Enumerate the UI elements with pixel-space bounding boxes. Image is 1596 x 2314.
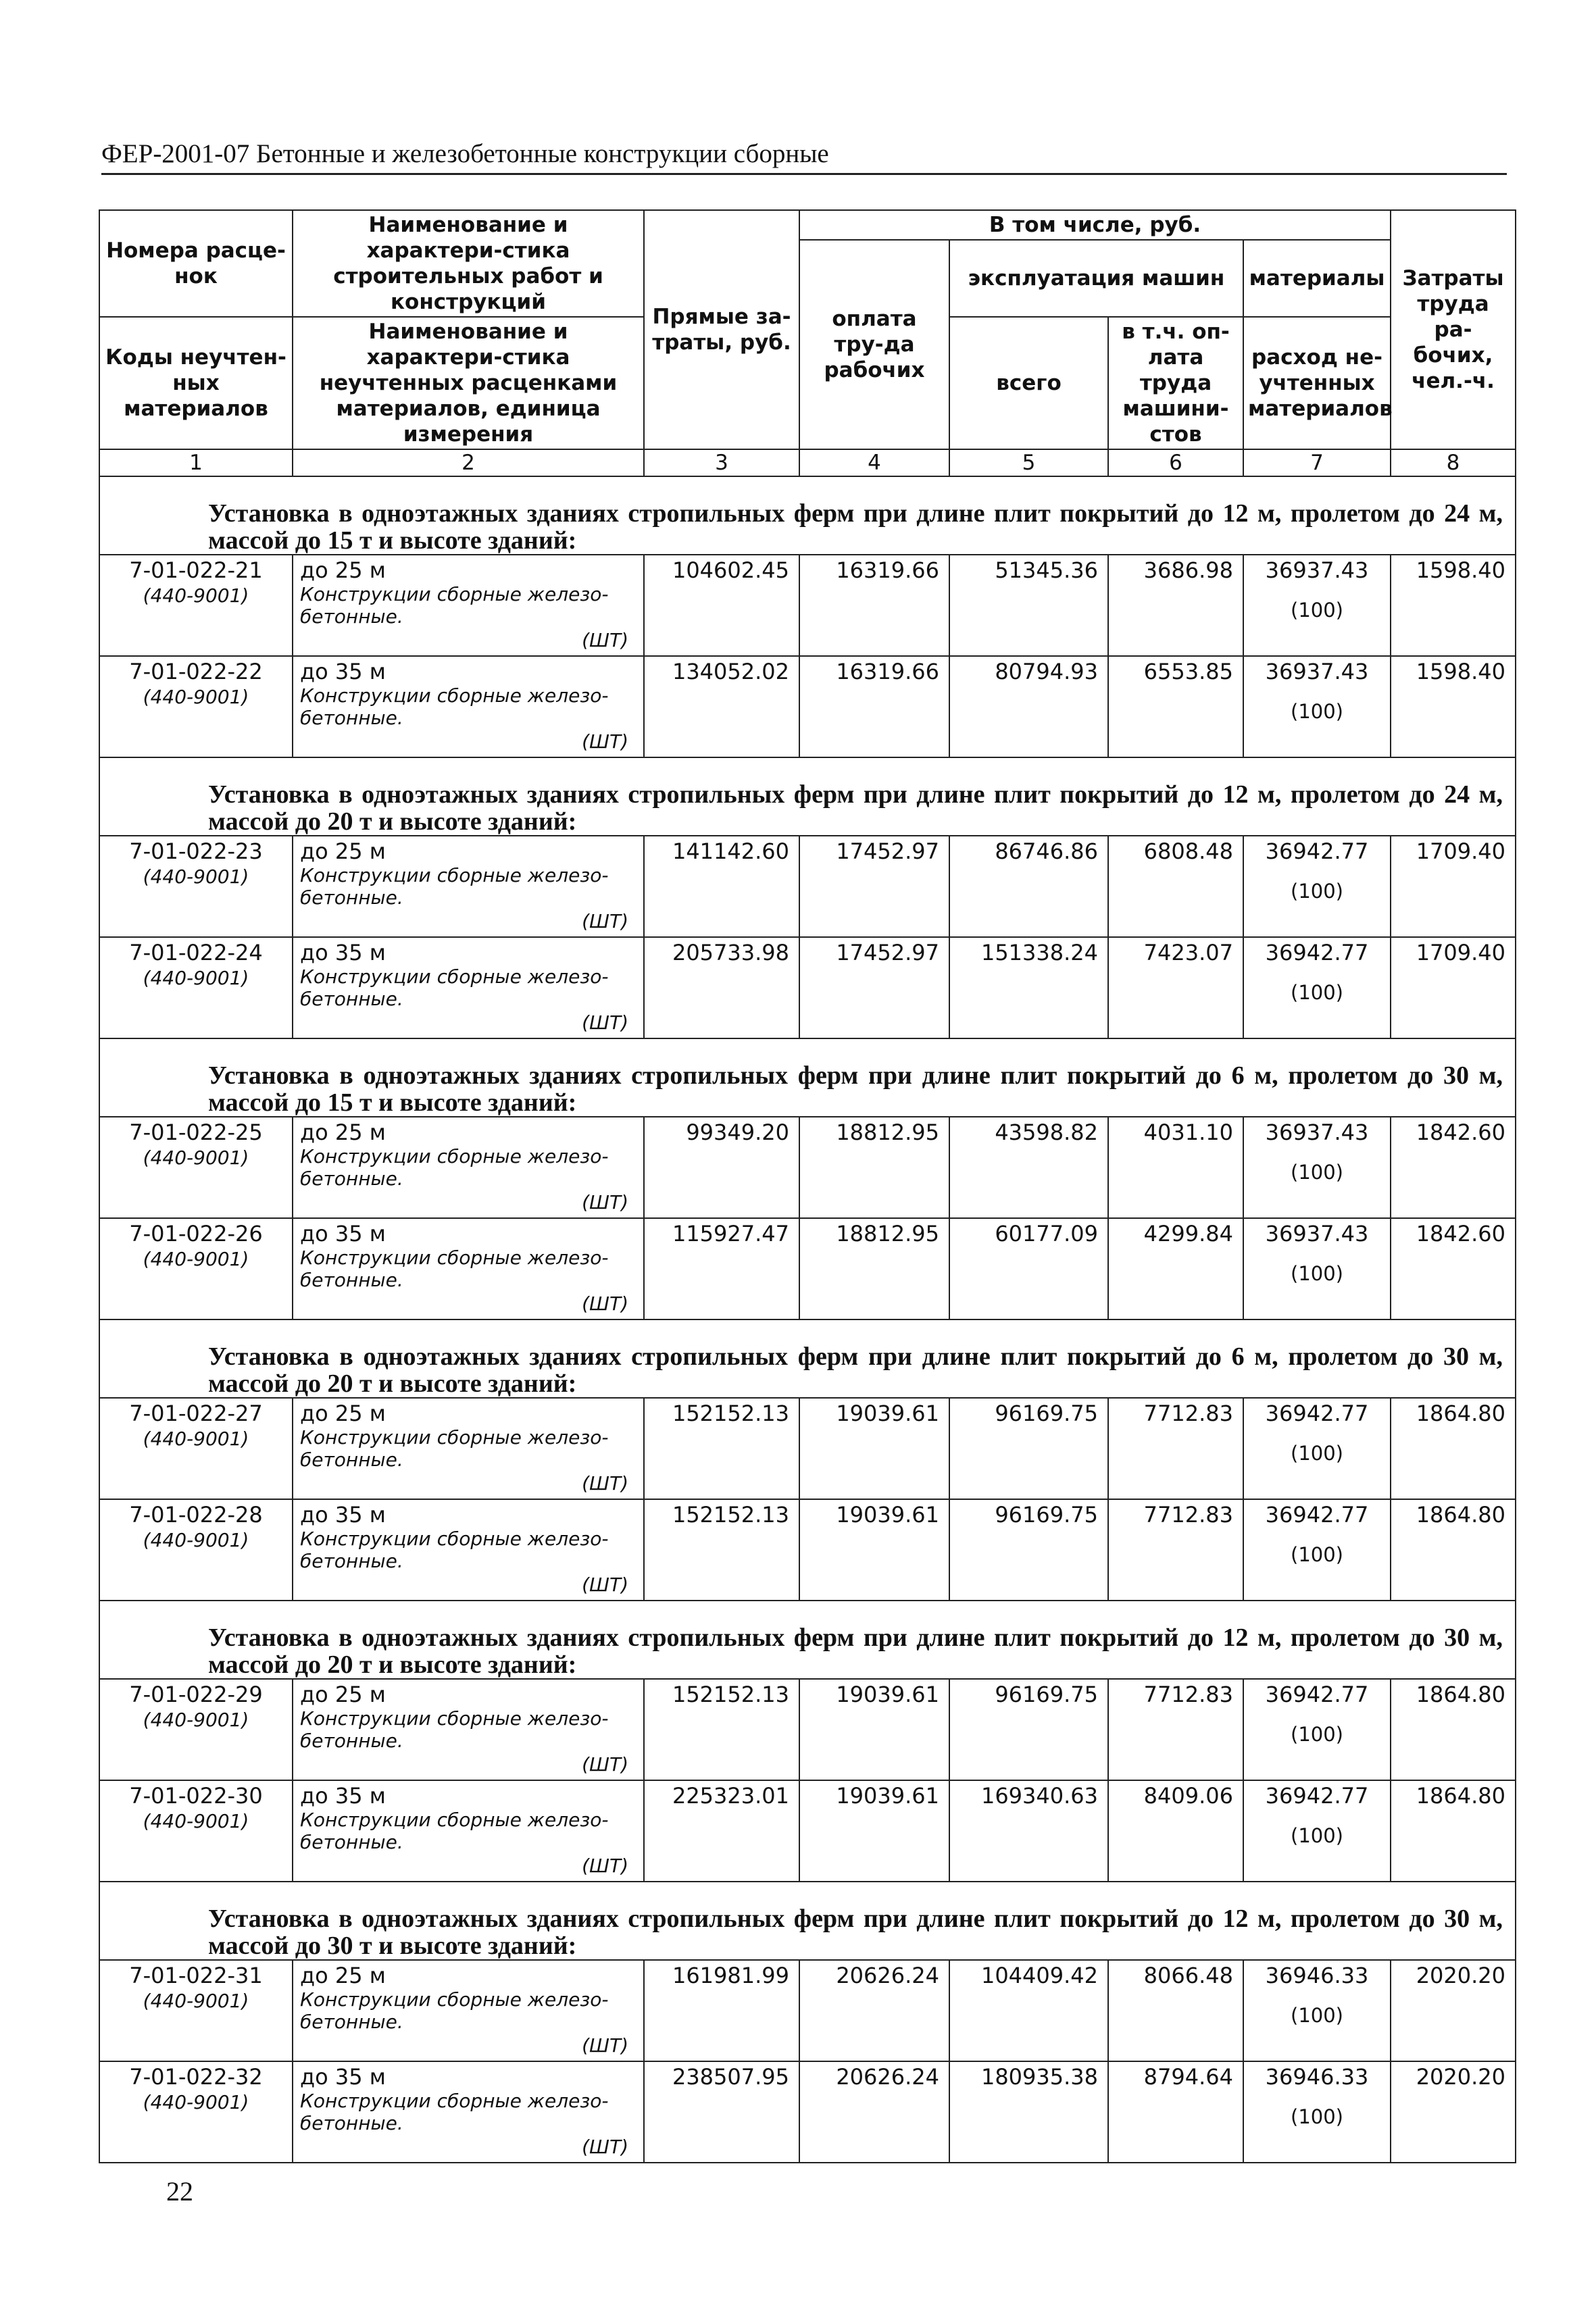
rate-code: 7-01-022-21: [129, 557, 263, 583]
work-name: до 35 м: [300, 1221, 386, 1247]
labor-hours: 1842.60: [1391, 1218, 1516, 1319]
resource-name: Конструкции сборные железо-бетонные.: [300, 1426, 609, 1471]
materials-quantity: (100): [1291, 1824, 1343, 1847]
resource-name: Конструкции сборные железо-бетонные.: [300, 1809, 609, 1853]
header-machine-operation: эксплуатация машин: [949, 240, 1243, 317]
direct-costs: 134052.02: [644, 656, 799, 757]
rate-code: 7-01-022-26: [129, 1221, 263, 1247]
labor-pay: 18812.95: [799, 1218, 949, 1319]
materials-cost: 36937.43: [1265, 557, 1369, 583]
labor-hours: 2020.20: [1391, 2061, 1516, 2163]
direct-costs: 115927.47: [644, 1218, 799, 1319]
rate-code-cell: [99, 937, 293, 1038]
material-code: (440-9001): [143, 1990, 249, 2012]
column-number: 8: [1391, 449, 1516, 476]
operators-pay: 8409.06: [1108, 1780, 1243, 1882]
materials-cost: 36946.33: [1265, 2064, 1369, 2090]
material-code: (440-9001): [143, 865, 249, 888]
rate-code-cell: [99, 656, 293, 757]
header-machines-total: всего: [949, 317, 1108, 449]
unit: (ШТ): [582, 2136, 628, 2158]
column-number: 4: [799, 449, 949, 476]
machines-total: 104409.42: [949, 1960, 1108, 2061]
materials-cost: 36942.77: [1265, 1682, 1369, 1707]
rate-code: 7-01-022-27: [129, 1401, 263, 1426]
header-material-codes: Коды неучтен-ных материалов: [99, 317, 293, 449]
column-number: 6: [1108, 449, 1243, 476]
material-code: (440-9001): [143, 584, 249, 607]
labor-hours: 1864.80: [1391, 1398, 1516, 1499]
labor-pay: 20626.24: [799, 2061, 949, 2163]
resource-name: Конструкции сборные железо-бетонные.: [300, 1247, 609, 1291]
rate-code-cell: [99, 1780, 293, 1882]
materials-cost: 36937.43: [1265, 1221, 1369, 1247]
rate-code-cell: [99, 1117, 293, 1218]
work-name: до 25 м: [300, 1963, 386, 1988]
materials-cell: [1243, 1960, 1391, 2061]
table-row: [99, 1398, 1516, 1499]
labor-hours: 1709.40: [1391, 937, 1516, 1038]
rate-code-cell: [99, 1499, 293, 1601]
materials-cost: 36942.77: [1265, 1502, 1369, 1528]
resource-name: Конструкции сборные железо-бетонные.: [300, 684, 609, 729]
unit: (ШТ): [582, 1472, 628, 1494]
materials-cell: [1243, 1780, 1391, 1882]
column-number: 3: [644, 449, 799, 476]
labor-hours: 1598.40: [1391, 656, 1516, 757]
material-code: (440-9001): [143, 1147, 249, 1169]
materials-cost: 36937.43: [1265, 659, 1369, 684]
table-row: [99, 1780, 1516, 1882]
machines-total: 60177.09: [949, 1218, 1108, 1319]
operators-pay: 6808.48: [1108, 836, 1243, 937]
unit: (ШТ): [582, 1011, 628, 1034]
labor-hours: 2020.20: [1391, 1960, 1516, 2061]
materials-cell: [1243, 1398, 1391, 1499]
table-header: [99, 210, 1516, 476]
resource-name: Конструкции сборные железо-бетонные.: [300, 1988, 609, 2033]
direct-costs: 99349.20: [644, 1117, 799, 1218]
work-name-cell: [293, 1960, 644, 2061]
labor-pay: 17452.97: [799, 937, 949, 1038]
unit: (ШТ): [582, 1574, 628, 1596]
materials-cost: 36942.77: [1265, 838, 1369, 864]
header-direct-costs: Прямые за-траты, руб.: [644, 210, 799, 449]
column-number: 1: [99, 449, 293, 476]
materials-quantity: (100): [1291, 700, 1343, 723]
labor-pay: 18812.95: [799, 1117, 949, 1218]
material-code: (440-9001): [143, 967, 249, 989]
section-row: [99, 476, 1516, 555]
materials-cell: [1243, 1218, 1391, 1319]
work-name-cell: [293, 1780, 644, 1882]
machines-total: 86746.86: [949, 836, 1108, 937]
table-row: [99, 1960, 1516, 2061]
labor-pay: 16319.66: [799, 555, 949, 656]
work-name-cell: [293, 1398, 644, 1499]
table-row: [99, 2061, 1516, 2163]
materials-cell: [1243, 555, 1391, 656]
rate-code: 7-01-022-24: [129, 940, 263, 965]
materials-cost: 36942.77: [1265, 1783, 1369, 1809]
operators-pay: 7423.07: [1108, 937, 1243, 1038]
materials-cost: 36942.77: [1265, 1401, 1369, 1426]
work-name-cell: [293, 555, 644, 656]
table-row: [99, 1499, 1516, 1601]
material-code: (440-9001): [143, 686, 249, 708]
operators-pay: 3686.98: [1108, 555, 1243, 656]
direct-costs: 152152.13: [644, 1679, 799, 1780]
resource-name: Конструкции сборные железо-бетонные.: [300, 2090, 609, 2134]
unit: (ШТ): [582, 1292, 628, 1315]
header-material-name: Наименование и характери-стика неучтенных расценками материалов, единица измерения: [293, 317, 644, 449]
header-labor-pay: оплата тру-да рабочих: [799, 240, 949, 449]
section-row: [99, 757, 1516, 836]
rate-code-cell: [99, 1398, 293, 1499]
work-name: до 25 м: [300, 1120, 386, 1145]
table-row: [99, 1679, 1516, 1780]
machines-total: 96169.75: [949, 1499, 1108, 1601]
work-name: до 35 м: [300, 1783, 386, 1809]
section-title: Установка в одноэтажных зданиях стропильных ферм при длине плит покрытий до 6 м, пролетом до 30 м, массой до 20 т и высоте зданий:: [99, 1319, 1516, 1398]
resource-name: Конструкции сборные железо-бетонные.: [300, 1145, 609, 1190]
rate-code-cell: [99, 1960, 293, 2061]
materials-quantity: (100): [1291, 1262, 1343, 1285]
materials-cell: [1243, 656, 1391, 757]
table-row: [99, 555, 1516, 656]
materials-cost: 36942.77: [1265, 940, 1369, 965]
work-name-cell: [293, 2061, 644, 2163]
work-name-cell: [293, 1218, 644, 1319]
materials-quantity: (100): [1291, 2105, 1343, 2128]
direct-costs: 205733.98: [644, 937, 799, 1038]
rates-table: [99, 209, 1516, 2163]
materials-cell: [1243, 937, 1391, 1038]
section-title: Установка в одноэтажных зданиях стропильных ферм при длине плит покрытий до 12 м, пролетом до 24 м, массой до 20 т и высоте зданий:: [99, 757, 1516, 836]
section-row: [99, 1319, 1516, 1398]
labor-hours: 1842.60: [1391, 1117, 1516, 1218]
table-row: [99, 656, 1516, 757]
materials-cell: [1243, 1679, 1391, 1780]
operators-pay: 4031.10: [1108, 1117, 1243, 1218]
page-header: ФЕР-2001-07 Бетонные и железобетонные конструкции сборные: [101, 138, 1507, 175]
materials-cell: [1243, 1117, 1391, 1218]
section-title: Установка в одноэтажных зданиях стропильных ферм при длине плит покрытий до 12 м, пролетом до 24 м, массой до 15 т и высоте зданий:: [99, 476, 1516, 555]
operators-pay: 6553.85: [1108, 656, 1243, 757]
header-work-name: Наименование и характери-стика строительных работ и конструкций: [293, 210, 644, 317]
table-row: [99, 836, 1516, 937]
resource-name: Конструкции сборные железо-бетонные.: [300, 965, 609, 1010]
materials-cell: [1243, 2061, 1391, 2163]
machines-total: 151338.24: [949, 937, 1108, 1038]
resource-name: Конструкции сборные железо-бетонные.: [300, 1528, 609, 1572]
rate-code: 7-01-022-32: [129, 2064, 263, 2090]
material-code: (440-9001): [143, 2091, 249, 2113]
direct-costs: 152152.13: [644, 1499, 799, 1601]
machines-total: 51345.36: [949, 555, 1108, 656]
materials-cell: [1243, 836, 1391, 937]
work-name: до 35 м: [300, 2064, 386, 2090]
materials-quantity: (100): [1291, 1543, 1343, 1566]
rate-code: 7-01-022-29: [129, 1682, 263, 1707]
rate-code-cell: [99, 1679, 293, 1780]
page-number: 22: [166, 2176, 193, 2207]
unit: (ШТ): [582, 730, 628, 753]
labor-hours: 1864.80: [1391, 1679, 1516, 1780]
operators-pay: 7712.83: [1108, 1679, 1243, 1780]
rate-code: 7-01-022-23: [129, 838, 263, 864]
materials-cost: 36946.33: [1265, 1963, 1369, 1988]
work-name: до 35 м: [300, 1502, 386, 1528]
header-operators-pay: в т.ч. оп-лата труда машини-стов: [1108, 317, 1243, 449]
direct-costs: 225323.01: [644, 1780, 799, 1882]
header-materials: материалы: [1243, 240, 1391, 317]
work-name: до 25 м: [300, 557, 386, 583]
operators-pay: 7712.83: [1108, 1499, 1243, 1601]
operators-pay: 4299.84: [1108, 1218, 1243, 1319]
section-title: Установка в одноэтажных зданиях стропильных ферм при длине плит покрытий до 6 м, пролетом до 30 м, массой до 15 т и высоте зданий:: [99, 1038, 1516, 1117]
machines-total: 180935.38: [949, 2061, 1108, 2163]
materials-quantity: (100): [1291, 981, 1343, 1004]
material-code: (440-9001): [143, 1810, 249, 1832]
section-title: Установка в одноэтажных зданиях стропильных ферм при длине плит покрытий до 12 м, пролетом до 30 м, массой до 20 т и высоте зданий:: [99, 1601, 1516, 1679]
labor-hours: 1598.40: [1391, 555, 1516, 656]
work-name-cell: [293, 1499, 644, 1601]
work-name: до 25 м: [300, 1401, 386, 1426]
unit: (ШТ): [582, 2034, 628, 2057]
resource-name: Конструкции сборные железо-бетонные.: [300, 864, 609, 909]
rate-code: 7-01-022-28: [129, 1502, 263, 1528]
section-title: Установка в одноэтажных зданиях стропильных ферм при длине плит покрытий до 12 м, пролетом до 30 м, массой до 30 т и высоте зданий:: [99, 1882, 1516, 1960]
header-including: В том числе, руб.: [799, 210, 1391, 240]
labor-hours: 1709.40: [1391, 836, 1516, 937]
materials-cost: 36937.43: [1265, 1120, 1369, 1145]
work-name: до 25 м: [300, 1682, 386, 1707]
materials-quantity: (100): [1291, 880, 1343, 903]
labor-pay: 17452.97: [799, 836, 949, 937]
labor-pay: 19039.61: [799, 1398, 949, 1499]
labor-pay: 20626.24: [799, 1960, 949, 2061]
direct-costs: 152152.13: [644, 1398, 799, 1499]
direct-costs: 161981.99: [644, 1960, 799, 2061]
labor-hours: 1864.80: [1391, 1780, 1516, 1882]
materials-quantity: (100): [1291, 1442, 1343, 1465]
unit: (ШТ): [582, 1191, 628, 1213]
column-numbers-row: [99, 449, 1516, 476]
work-name: до 35 м: [300, 659, 386, 684]
labor-pay: 19039.61: [799, 1679, 949, 1780]
work-name-cell: [293, 937, 644, 1038]
material-code: (440-9001): [143, 1529, 249, 1551]
work-name: до 25 м: [300, 838, 386, 864]
rate-code: 7-01-022-22: [129, 659, 263, 684]
rate-code-cell: [99, 1218, 293, 1319]
section-row: [99, 1882, 1516, 1960]
column-number: 5: [949, 449, 1108, 476]
column-number: 7: [1243, 449, 1391, 476]
unit: (ШТ): [582, 629, 628, 651]
material-code: (440-9001): [143, 1428, 249, 1450]
work-name-cell: [293, 836, 644, 937]
direct-costs: 141142.60: [644, 836, 799, 937]
table-row: [99, 1117, 1516, 1218]
header-rate-numbers: Номера расце-нок: [99, 210, 293, 317]
work-name-cell: [293, 1679, 644, 1780]
materials-quantity: (100): [1291, 1723, 1343, 1746]
machines-total: 96169.75: [949, 1398, 1108, 1499]
machines-total: 169340.63: [949, 1780, 1108, 1882]
rate-code: 7-01-022-25: [129, 1120, 263, 1145]
work-name-cell: [293, 1117, 644, 1218]
machines-total: 80794.93: [949, 656, 1108, 757]
unit: (ШТ): [582, 910, 628, 932]
operators-pay: 7712.83: [1108, 1398, 1243, 1499]
material-code: (440-9001): [143, 1709, 249, 1731]
machines-total: 96169.75: [949, 1679, 1108, 1780]
rate-code-cell: [99, 2061, 293, 2163]
table-row: [99, 937, 1516, 1038]
materials-cell: [1243, 1499, 1391, 1601]
rate-code-cell: [99, 555, 293, 656]
labor-hours: 1864.80: [1391, 1499, 1516, 1601]
operators-pay: 8794.64: [1108, 2061, 1243, 2163]
labor-pay: 19039.61: [799, 1499, 949, 1601]
direct-costs: 238507.95: [644, 2061, 799, 2163]
machines-total: 43598.82: [949, 1117, 1108, 1218]
column-number: 2: [293, 449, 644, 476]
rate-code: 7-01-022-30: [129, 1783, 263, 1809]
resource-name: Конструкции сборные железо-бетонные.: [300, 1707, 609, 1752]
header-unaccounted-materials: расход не-учтенных материалов: [1243, 317, 1391, 449]
unit: (ШТ): [582, 1855, 628, 1877]
materials-quantity: (100): [1291, 599, 1343, 622]
work-name: до 35 м: [300, 940, 386, 965]
materials-quantity: (100): [1291, 2004, 1343, 2027]
rate-code: 7-01-022-31: [129, 1963, 263, 1988]
table-body: [99, 476, 1516, 2163]
operators-pay: 8066.48: [1108, 1960, 1243, 2061]
resource-name: Конструкции сборные железо-бетонные.: [300, 583, 609, 628]
table-row: [99, 1218, 1516, 1319]
material-code: (440-9001): [143, 1248, 249, 1270]
header-labor-hours: Затраты труда ра-бочих, чел.-ч.: [1391, 210, 1516, 449]
section-row: [99, 1038, 1516, 1117]
labor-pay: 19039.61: [799, 1780, 949, 1882]
direct-costs: 104602.45: [644, 555, 799, 656]
materials-quantity: (100): [1291, 1161, 1343, 1184]
rate-code-cell: [99, 836, 293, 937]
unit: (ШТ): [582, 1753, 628, 1776]
work-name-cell: [293, 656, 644, 757]
section-row: [99, 1601, 1516, 1679]
labor-pay: 16319.66: [799, 656, 949, 757]
